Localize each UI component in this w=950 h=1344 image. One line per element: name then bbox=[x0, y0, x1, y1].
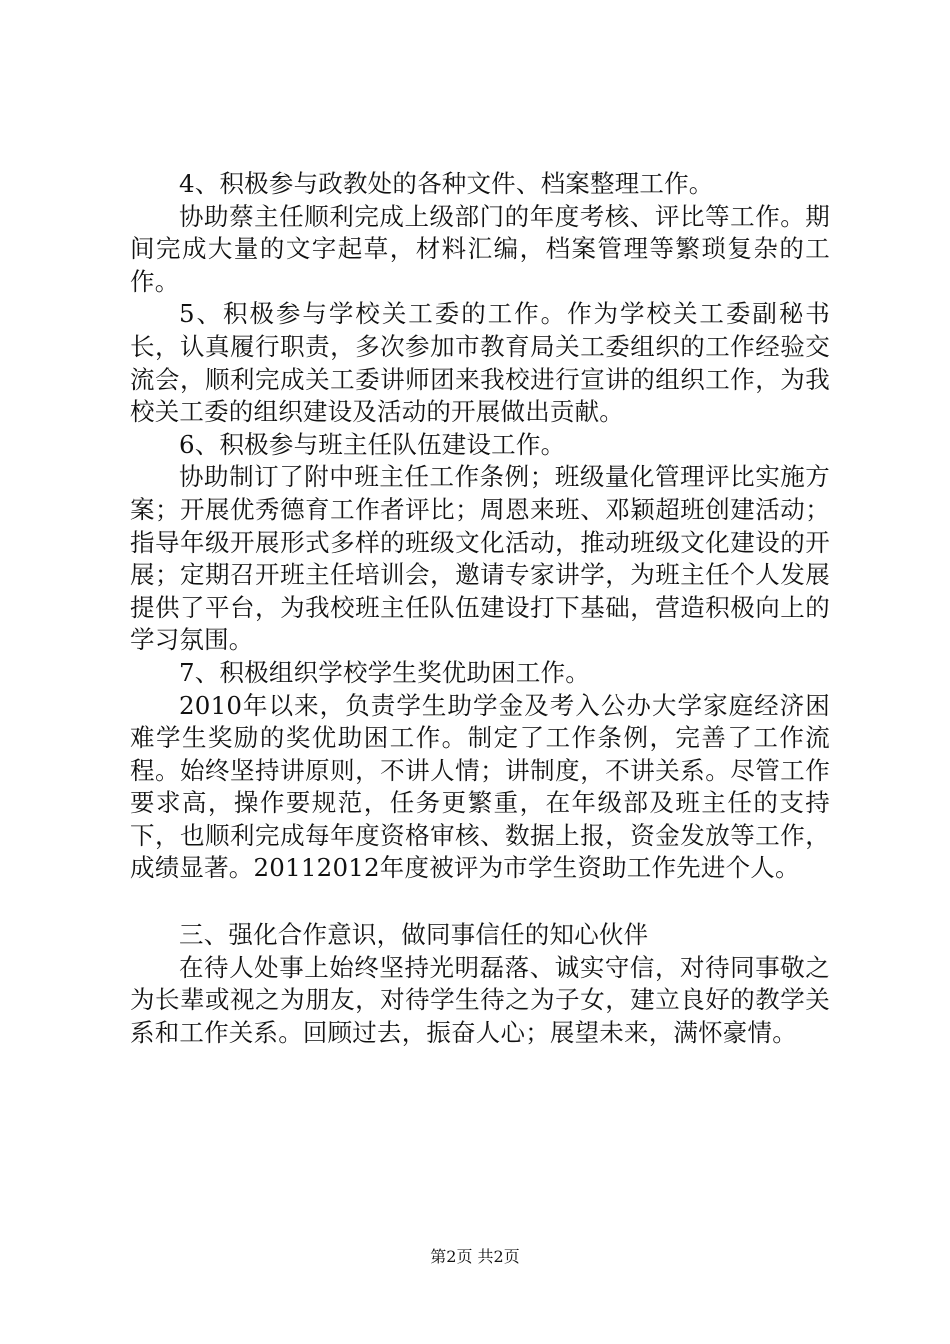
paragraph-item-6-heading: 6、积极参与班主任队伍建设工作。 bbox=[179, 429, 566, 459]
paragraph-archive-work: 协助蔡主任顺利完成上级部门的年度考核、评比等工作。期间完成大量的文字起草，材料汇编，档案管理等繁琐复杂的工作。 bbox=[130, 201, 830, 296]
paragraph-conclusion: 在待人处事上始终坚持光明磊落、诚实守信，对待同事敬之为长辈或视之为朋友，对待学生待之为子女，建立良好的教学关系和工作关系。回顾过去，振奋人心；展望未来，满怀豪情。 bbox=[130, 952, 830, 1047]
paragraph-item-5-committee: 5、积极参与学校关工委的工作。作为学校关工委副秘书长，认真履行职责，多次参加市教育局关工委组织的工作经验交流会，顺利完成关工委讲师团来我校进行宣讲的组织工作，为我校关工委的组织建设及活动的开展做出贡献。 bbox=[130, 299, 830, 427]
document-body bbox=[130, 168, 830, 1049]
section-heading-cooperation: 三、强化合作意识，做同事信任的知心伙伴 bbox=[179, 920, 649, 950]
paragraph-class-teacher-work: 协助制订了附中班主任工作条例；班级量化管理评比实施方案；开展优秀德育工作者评比；周恩来班、邓颖超班创建活动；指导年级开展形式多样的班级文化活动，推动班级文化建设的开展；定期召开班主任培训会，邀请专家讲学，为班主任个人发展提供了平台，为我校班主任队伍建设打下基础，营造积极向上的学习氛围。 bbox=[130, 462, 830, 655]
paragraph-item-7-heading: 7、积极组织学校学生奖优助困工作。 bbox=[179, 657, 590, 687]
paragraph-student-aid-work: 2010年以来，负责学生助学金及考入公办大学家庭经济困难学生奖励的奖优助困工作。制定了工作条例，完善了工作流程。始终坚持讲原则，不讲人情；讲制度，不讲关系。尽管工作要求高，操作要规范，任务更繁重，在年级部及班主任的支持下，也顺利完成每年度资格审核、数据上报，资金发放等工作，成绩显著。20112012年度被评为市学生资助工作先进个人。 bbox=[130, 690, 830, 883]
page-footer: 第2页 共2页 bbox=[430, 1247, 520, 1266]
paragraph-item-4-heading: 4、积极参与政教处的各种文件、档案整理工作。 bbox=[179, 169, 714, 198]
